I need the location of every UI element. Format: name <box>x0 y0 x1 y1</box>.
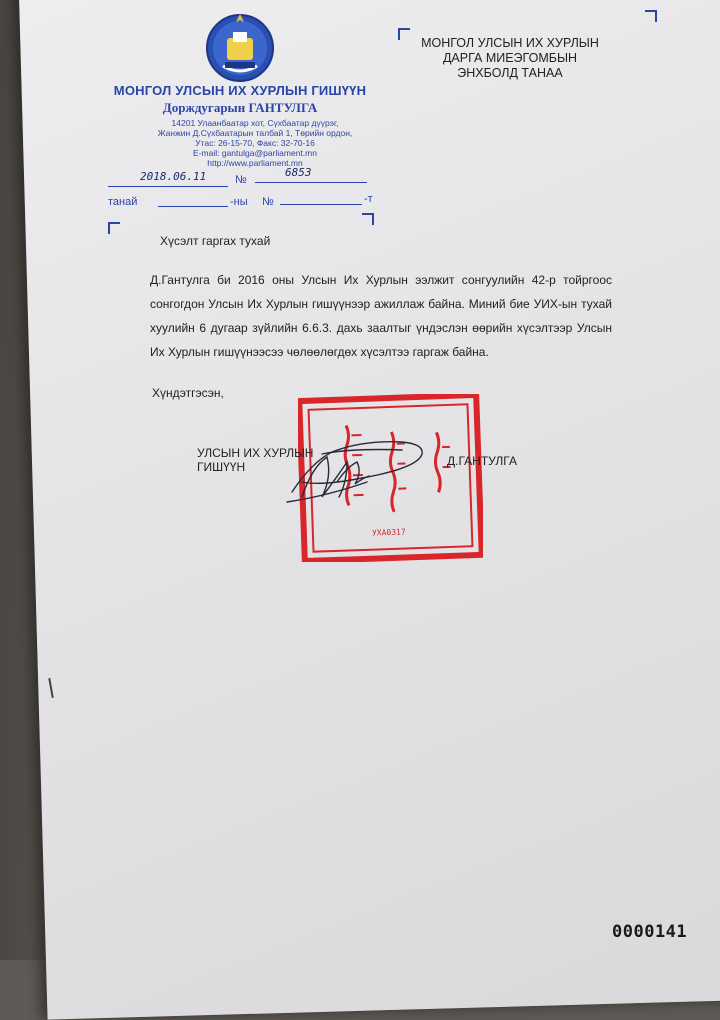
email-line: E-mail: gantulga@parliament.mn <box>193 148 317 158</box>
tanai-label: танай <box>108 196 138 208</box>
letterhead-title: МОНГОЛ УЛСЫН ИХ ХУРЛЫН ГИШҮҮН <box>113 83 367 98</box>
t-suffix: -т <box>364 193 373 205</box>
signatory-name: Д.ГАНТУЛГА <box>447 454 517 468</box>
number-label-2: № <box>262 196 274 208</box>
signatory-title: УЛСЫН ИХ ХУРЛЫН <box>197 446 314 460</box>
serial-number: 0000141 <box>612 922 688 942</box>
handwritten-number: 6853 <box>285 166 312 179</box>
letterhead-name: Дорждугарын ГАНТУЛГА <box>162 100 318 115</box>
recipient-line: ЭНХБОЛД ТАНАА <box>457 66 563 80</box>
corner-mark <box>108 222 120 234</box>
corner-mark <box>645 10 657 22</box>
handwritten-signature <box>282 432 432 512</box>
state-emblem-icon <box>203 8 277 84</box>
tanai-line <box>158 206 228 207</box>
corner-mark <box>362 213 374 225</box>
ny-label: -ны <box>230 196 248 208</box>
number-line <box>255 182 367 183</box>
handwritten-date: 2018.06.11 <box>140 170 207 183</box>
closing-regards: Хүндэтгэсэн, <box>152 386 224 400</box>
number-line-2 <box>280 204 362 205</box>
website-line: http://www.parliament.mn <box>207 158 303 168</box>
number-label: № <box>235 174 247 186</box>
address-line: 14201 Улаанбаатар хот, Сүхбаатар дүүрэг, <box>171 118 339 128</box>
letter-body: Д.Гантулга би 2016 оны Улсын Их Хурлын ээлжит сонгуулийн 42-р тойргоос сонгогдон Улсын Их Хурлын гишүүнээр ажиллаж байна. Миний бие УИХ-ын тухай хуулийн 6 дугаар зүйлийн 6.6.3. дахь заалтыг үндэслэн өөрийн хүсэлтээр Улсын Их Хурлын гишүүнээсээ чөлөөлөгдөх хүсэлтээ гаргаж байна. <box>150 273 612 359</box>
letter-subject: Хүсэлт гаргах тухай <box>160 234 271 248</box>
stamp-code: УХА0317 <box>371 527 406 538</box>
date-line <box>108 186 228 187</box>
recipient-line: ДАРГА МИЕЭГОМБЫН <box>442 51 578 65</box>
signatory-title: ГИШҮҮН <box>197 460 246 474</box>
recipient-line: МОНГОЛ УЛСЫН ИХ ХУРЛЫН <box>421 36 599 50</box>
phone-line: Утас: 26-15-70, Факс: 32-70-16 <box>195 138 315 148</box>
address-line: Жанжин Д.Сүхбаатарын талбай 1, Төрийн ордон, <box>157 128 353 138</box>
